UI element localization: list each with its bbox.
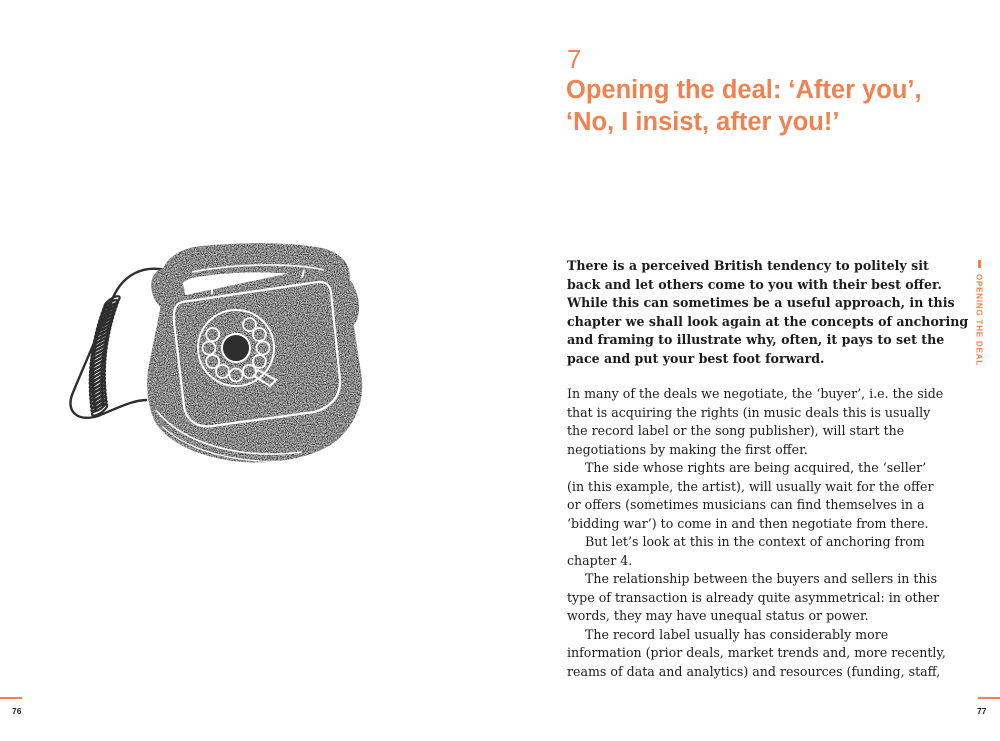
chapter-intro	[567, 257, 969, 368]
body-line: that is acquiring the rights (in music deals this is usually	[567, 404, 931, 420]
body-line: words, they may have unequal status or power.	[567, 608, 869, 623]
body-line: The relationship between the buyers and sellers in this	[585, 571, 938, 586]
body-line: The record label usually has considerably more	[585, 626, 889, 642]
body-text	[567, 385, 946, 681]
intro-line: chapter we shall look again at the concepts of anchoring	[567, 313, 969, 329]
intro-line: back and let others come to you with their best offer.	[567, 276, 942, 292]
rotary-telephone-icon	[62, 230, 410, 480]
page-number-left: 76	[12, 706, 22, 716]
body-line: type of transaction is already quite asymmetrical: in other	[567, 589, 940, 605]
chapter-title	[566, 74, 966, 138]
chapter-title-line: Opening the deal: ‘After you’,	[566, 76, 922, 104]
body-line: chapter 4.	[567, 552, 633, 568]
body-line: (in this example, the artist), will usually wait for the offer	[567, 478, 934, 494]
chapter-title-line: ‘No, I insist, after you!’	[566, 108, 840, 136]
body-line: In many of the deals we negotiate, the ‘buyer’, i.e. the side	[567, 386, 944, 401]
folio-rule-left	[0, 697, 22, 699]
running-head-marker	[978, 260, 981, 268]
chapter-number: 7	[567, 44, 582, 74]
intro-line: and framing to illustrate why, often, it pays to set the	[567, 332, 945, 347]
running-head	[972, 260, 986, 366]
running-head-label: OPENING THE DEAL	[974, 274, 984, 366]
folio-rule-right	[978, 697, 1000, 699]
page-number-right: 77	[977, 706, 987, 716]
body-line: the record label or the song publisher), will start the	[567, 423, 905, 438]
body-line: reams of data and analytics) and resources (funding, staff,	[567, 663, 941, 679]
body-line: But let’s look at this in the context of anchoring from	[585, 534, 925, 549]
intro-line: pace and put your best foot forward.	[567, 350, 825, 366]
body-line: negotiations by making the first offer.	[567, 441, 808, 457]
body-line: The side whose rights are being acquired, the ‘seller’	[585, 460, 927, 475]
body-line: or offers (sometimes musicians can find themselves in a	[567, 497, 925, 512]
right-page	[500, 0, 1000, 741]
body-line: information (prior deals, market trends and, more recently,	[567, 645, 946, 660]
intro-line: While this can sometimes be a useful approach, in this	[567, 295, 955, 310]
intro-line: There is a perceived British tendency to politely sit	[567, 258, 929, 273]
body-line: ‘bidding war’) to come in and then negotiate from there.	[567, 515, 929, 531]
